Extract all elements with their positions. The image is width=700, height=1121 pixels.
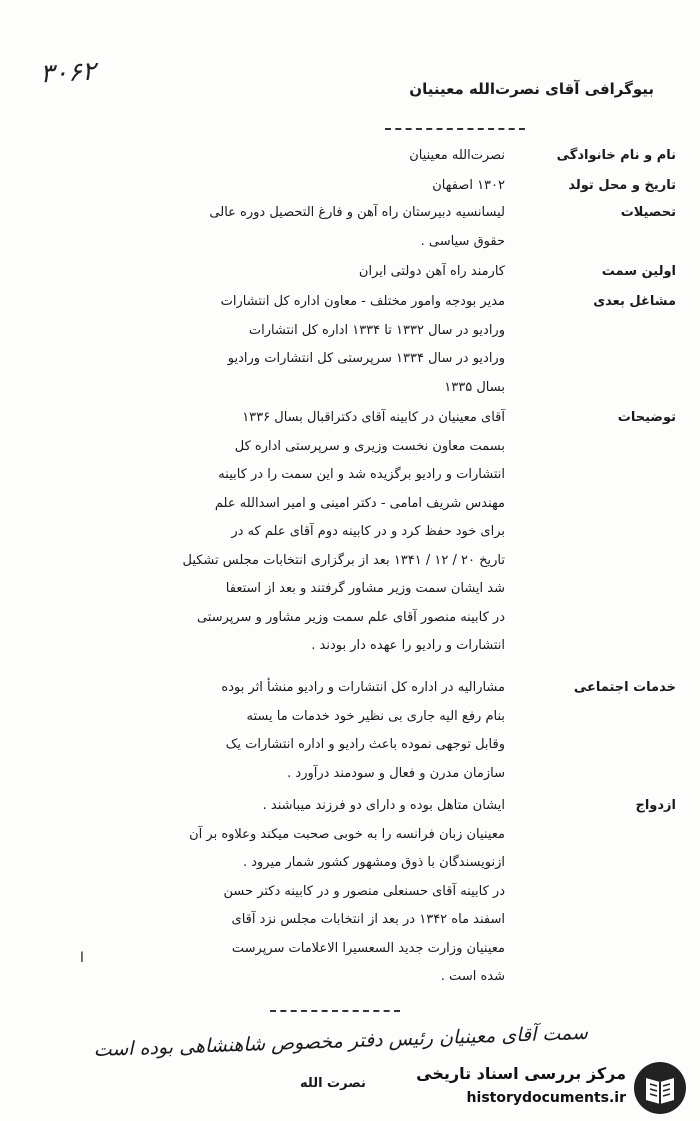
row-text-line: وقابل توجهی نموده باعث رادیو و اداره انتشارات یک	[225, 737, 505, 752]
watermark	[418, 1058, 696, 1118]
document-title: بیوگرافی آقای نصرت‌الله معینیان	[409, 80, 654, 98]
row-text-line: برای خود حفظ کرد و در کابینه دوم آقای علم که در	[231, 524, 505, 539]
handwritten-note: سمت آقای معینیان رئیس دفتر مخصوص شاهنشاهی بوده است	[93, 1021, 589, 1062]
row-label: تاریخ و محل تولد	[568, 178, 676, 193]
title-divider	[385, 128, 525, 130]
row-label: اولین سمت	[601, 264, 676, 279]
row-text-line: تاریخ ۲۰ / ۱۲ / ۱۳۴۱ بعد از برگزاری انتخابات مجلس تشکیل	[182, 552, 505, 568]
row-text-line: ایشان متاهل بوده و دارای دو فرزند میباشند .	[262, 798, 505, 813]
row-text-line: آقای معینیان در کابینه آقای دکتراقبال بسال ۱۳۳۶	[242, 410, 505, 425]
row-text-line: مشارالیه در اداره کل انتشارات و رادیو منشأ اثر بوده	[221, 680, 505, 695]
row-text-line: کارمند راه آهن دولتی ایران	[358, 264, 505, 279]
watermark-title: مرکز بررسی اسناد تاریخی	[416, 1064, 626, 1083]
row-text-line: معینیان وزارت جدید السعسیرا الاعلامات سرپرست	[231, 940, 505, 956]
row-text-line: حقوق سیاسی .	[420, 233, 505, 249]
row-label: تحصیلات	[620, 205, 676, 220]
row-text-line: اسفند ماه ۱۳۴۲ در بعد از انتخابات مجلس نزد آقای	[231, 912, 505, 927]
row-label: نام و نام خانوادگی	[556, 148, 676, 163]
row-label: توضیحات	[617, 410, 676, 425]
row-text-line: مدیر بودجه وامور مختلف - معاون اداره کل انتشارات	[220, 294, 505, 309]
watermark-url: historydocuments.ir	[466, 1090, 626, 1106]
row-text-line: مهندس شریف امامی - دکتر امینی و امیر اسدالله علم	[214, 495, 505, 511]
row-text-line: در کابینه آقای حسنعلی منصور و در کابینه دکتر حسن	[223, 883, 505, 899]
row-text-line: شد ایشان سمت وزیر مشاور گرفتند و بعد از استعفا	[225, 581, 505, 596]
row-text-line: بسمت معاون نخست وزیری و سرپرستی اداره کل	[234, 438, 505, 454]
row-text-line: بسال ۱۳۳۵	[444, 379, 505, 395]
row-text-line: نصرت‌الله معینیان	[409, 148, 505, 163]
row-text-line: معینیان زبان فرانسه را به خوبی صحبت میکند وعلاوه بر آن	[189, 826, 505, 842]
row-text-line: در کابینه منصور آقای علم سمت وزیر مشاور و سرپرستی	[196, 609, 505, 625]
row-text-line: بنام رفع الیه جاری بی نظیر خود خدمات ما یسته	[246, 708, 505, 724]
end-divider	[270, 1010, 400, 1012]
row-text-line: لیسانسیه دبیرستان راه آهن و فارغ التحصیل دوره عالی	[209, 205, 505, 220]
row-text-line: ورادیو در سال ۱۳۳۴ سرپرستی کل انتشارات ورادیو	[227, 351, 505, 366]
row-text-line: ازنویسندگان با ذوق ومشهور کشور شمار میرود .	[242, 855, 505, 870]
row-text-line: شده است .	[440, 969, 505, 984]
row-text-line: ورادیو در سال ۱۳۳۲ تا ۱۳۳۴ اداره کل انتشارات	[248, 322, 505, 338]
row-label: ازدواج	[635, 798, 676, 813]
archive-book-icon	[632, 1060, 688, 1116]
row-text-line: انتشارات و رادیو برگزیده شد و این سمت را در کابینه	[218, 467, 505, 482]
margin-mark: ا	[80, 950, 84, 966]
signature-name: نصرت الله	[300, 1076, 366, 1091]
row-text-line: انتشارات و رادیو را عهده دار بودند .	[311, 638, 505, 653]
row-text-line: ۱۳۰۲ اصفهان	[432, 178, 505, 193]
row-text-line: سازمان مدرن و فعال و سودمند درآورد .	[287, 765, 505, 781]
row-label: خدمات اجتماعی	[573, 680, 676, 695]
handwritten-page-number: ۳۰۶۲	[39, 56, 97, 90]
row-label: مشاغل بعدی	[593, 294, 676, 309]
